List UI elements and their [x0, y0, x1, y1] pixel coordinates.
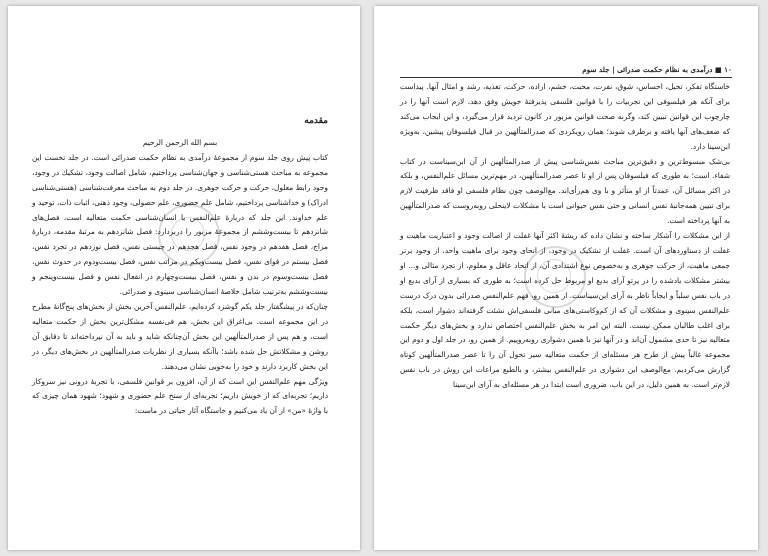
- left-page: [8, 6, 360, 550]
- body-paragraph-2: بی‌شک مبسوط‌ترين و دقيق‌ترين مباحث نفس‌شناسی پيش از صدرالمتألهين از آن ابن‌سيناست در كتاب شفاء. است؛ به طوری كه فيلسوفان پس از او تا عصر صدرالمتألهين، در مهم‌ترين مسائل علم‌النفس، و بلكه در اكثر مسائل آن، عمدتاً از او متأثر و با وی هم‌رأی‌اند. مع‌الوصف چون نظام فلسفی او فاقد ظرفيت لازم برای تبيين همه‌جانبهٔ نفس انسانی و حتی نفس حيوانی است با مشكلات لاينحلی روبه‌روست كه صدرالمتألهين به آنها پرداخته است.: [400, 156, 730, 226]
- intro-paragraph-1: كتاب پيش روى جلد سوم از مجموعهٔ درآمدی به نظام حكمت صدرائی است. در جلد نخست اين مجموعه به مباحث هستی‌شناسی و جهان‌شناسی پرداختيم، شامل اصالت وجود، تشكيك در وجود، وجود رابط معلول، حركت و حركت جوهری. در جلد دوم به مباحث معرفت‌شناسی (هستی‌شناسی ادراک) و خداشناسی پرداختيم، شامل علم حضوری، علم حصولی، وجود ذهنی، اثبات ذات، توحيد و علم خداوند. اين جلد كه دربارهٔ علم‌النفس يا انسان‌شناسی حكمت متعاليه است، فصل‌هاى شانزدهم تا بيست‌وششم از مجموعهٔ مزبور را دربردارد: فصل شانزدهم به مرتبهٔ مقدمه، دربارهٔ مزاج، فصل هفدهم در وجود نفس، فصل هجدهم در چيستی نفس، فصل نوزدهم در تجرد نفس، فصل بيستم در قوای نفس، فصل بيست‌ويكم در مراتب نفس، فصل بيست‌ودوم در حدوث نفس، فصل بيست‌وسوم در بدن و نفس، فصل بيست‌وچهارم در انفعال نفس و فصل بيست‌وپنجم و بيست‌وششم به‌ترتيب شامل خلاصهٔ انسان‌شناسی سينوی و صدرائی.: [32, 152, 328, 297]
- left-page-body: [32, 136, 328, 419]
- body-paragraph-1: خاستگاه تفكر، تخيل، احساس، شوق، نفرت، محبت، خشم، اراده، حركت، تغذيه، رشد و امثال آنها. پيداست برای آنكه هر فيلسوفی اين تجربيات را با قوانين فلسفی پذيرفتهٔ خويش وفق دهد، لازم است آنها را در چارچوب اين قوانين تبيين كند، وگرنه صحت قوانين مزبور در كانون ترديد قرار می‌گيرد، و اين ايجاب می‌كند كه ضعف‌های آنها يافته و برطرف شوند؛ همان رويكردی كه صدرالمتألهين در قبال فيلسوفان پيشين، به‌ويژه ابن‌سينا دارد.: [400, 82, 730, 151]
- running-header: ۱۰ ■ درآمدی به نظام حكمت صدرائی | جلد سوم: [400, 64, 732, 78]
- right-page: [374, 6, 758, 550]
- body-paragraph-3: از اين مشكلات را آشكار ساخته و نشان داده كه ريشهٔ اكثر آنها غفلت از اصالت وجود و اعتباريت ماهيت و غفلت از دستاوردهای آن است. غفلت از تشكيک در وجود، از انحای وجود برای ماهيت واحد، از وجود برتر جمعی ماهيت، از حركت جوهری و به‌خصوص نوع اشتدادی آن، از اتحاد عاقل و معلوم، از تجرد مثالی و... او بيشتر مشكلات يادشده را در پرتو آرای بديع او مربوط حل كرده است؛ به طوری كه بسياری از آرای بديع او در باب نفس سلباً و ايجاباً ناظر به آرای ابن‌سيناست. از همين رو، فهم علم‌النفس صدرائی بدون درک درست علم‌النفس سينوی و مشكلات آن كه از كم‌وكاستی‌های مبانی فلسفی‌اش نشئت گرفته‌اند دشوار است، بلكه برای اغلب طالبان ممكن نيست. البته اين امر به بخش علم‌النفس اختصاص ندارد و بخش‌های ديگر حكمت متعاليه نيز تا حدی مشمول آن‌اند و در آنها نيز با همين دشواری روبه‌روييم. از همين رو، در جلد اول و دوم اين مجموعه غالباً پيش از طرح هر مسئله‌ای از حكمت متعاليه سير تحول آن را تا عصر صدرالمتألهين كوتاه گزارش می‌كرديم. مع‌الوصف اين دشواری در علم‌النفس بيشتر، و بالطبع مراعات اين روش در باب نفس لازم‌تر است. به همين دليل، در اين باب، ضروری است ابتدا در هر مسئله‌ای به آرای ابن‌سينا: [400, 231, 730, 390]
- section-title: مقدمه: [304, 116, 328, 126]
- basmala: بسم الله الرحمن الرحيم: [142, 138, 218, 147]
- intro-paragraph-3: ويژگی مهم علم‌النفس اين است كه از آن، افزون بر قوانين فلسفی، با تجربهٔ درونی نيز سروكار داريم؛ تجربه‌ای كه از خويش داريم؛ تجربه‌ای از سنخ علم حضوری و شهود؛ شهود همان چيزی كه با واژهٔ «من» از آن ياد می‌كنيم و خاستگاه آثار حياتی در ماست:: [32, 376, 328, 416]
- intro-paragraph-2: چنان‌كه در پيشگفتار جلد يكم گوشزد كرده‌ايم، علم‌النفس آخرين بخش از بخش‌های پنج‌گانهٔ مطرح در اين مجموعه است. بی‌اغراق اين بخش، هم فی‌نفسه مشكل‌ترين بخش از حكمت متعاليه است، و هم پس از صدرالمتألهين اين بخش آن‌چنانكه شايد و بايد به آن نپرداخته‌اند تا دقايق آن روشن و مشكلاتش حل شده باشد؛ باآنكه بسياری از نظريات صدرالمتألهين در بخش‌های ديگر، در اين بخش كاربرد دارند و خود را به‌خوبی نشان می‌دهند.: [32, 301, 328, 371]
- right-page-body: [400, 80, 730, 393]
